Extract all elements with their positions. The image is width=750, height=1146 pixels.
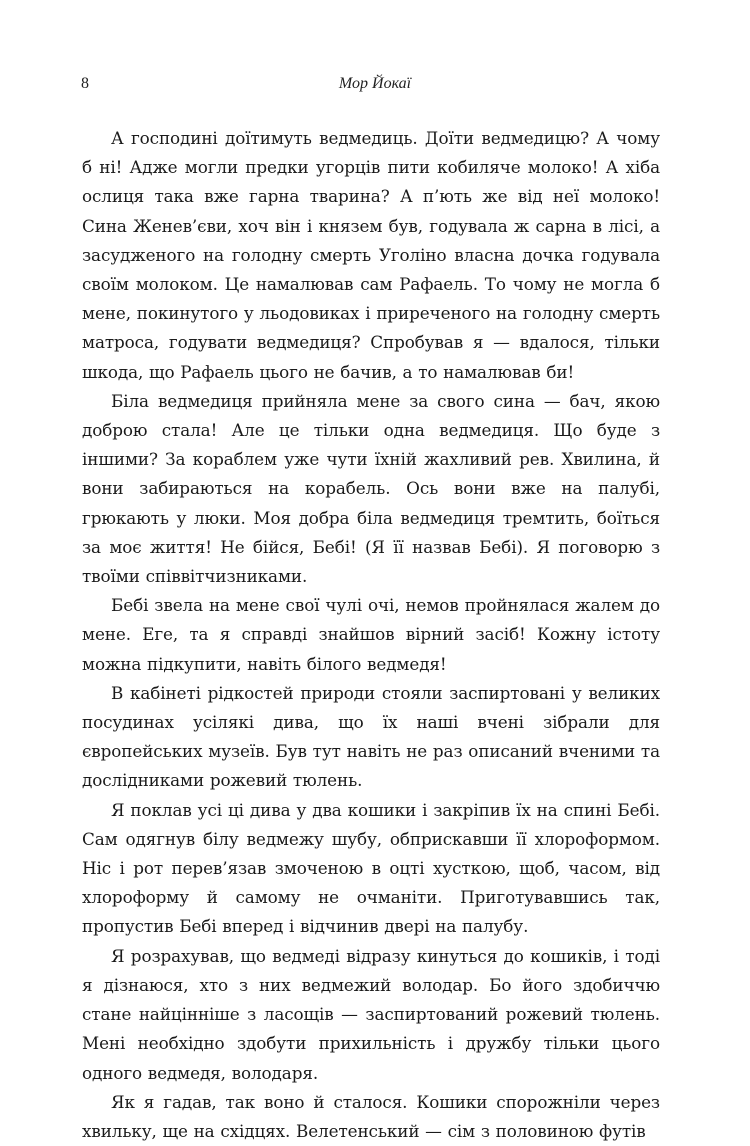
- paragraph: Біла ведмедиця прийняла мене за свого сина — бач, якою доброю стала! Але це тільки одна ведмедиця. Що буде з іншими? За кораблем уже чути їхній жахливий рев. Хвилина, й вони забираються на корабель. Ось вони вже на палубі, грюкають у люки. Моя добра біла ведмедиця тремтить, боїться за моє життя! Не бійся, Бебі! (Я її назвав Бебі). Я поговорю з твоїми співвітчизниками.: [82, 390, 660, 587]
- running-title: Мор Йокаї: [338, 75, 412, 92]
- paragraph: Бебі звела на мене свої чулі очі, немов пройнялася жалем до мене. Еге, та я справді знайшов вірний засіб! Кожну істоту можна підкупити, навіть білого ведмедя!: [82, 595, 660, 674]
- paragraph: А господині доїтимуть ведмедиць. Доїти ведмедицю? А чому б ні! Адже могли предки угорців пити кобиляче молоко! А хіба ослиця така вже гарна тварина? А п’ють же від неї молоко! Сина Женев’єви, хоч він і князем був, годувала ж сарна в лісі, а засудженого на голодну смерть Уголіно власна дочка годувала своїм молоком. Це намалював сам Рафаель. То чому не могла б мене, покинутого у льодовиках і приреченого на голодну смерть матроса, годувати ведмедиця? Спробував я — вдалося, тільки шкода, що Рафаель цього не бачив, а то намалював би!: [82, 128, 660, 382]
- paragraph: Я розрахував, що ведмеді відразу кинуться до кошиків, і тоді я дізнаюся, хто з них ведмежий володар. Бо його здобиччю стане найцінніше з ласощів — заспиртований рожевий тюлень. Мені необхідно здобути прихильність і дружбу тільки цього одного ведмедя, володаря.: [82, 945, 660, 1083]
- page-number: 8: [81, 75, 89, 92]
- body-text: [82, 124, 660, 1146]
- paragraph: Я поклав усі ці дива у два кошики і закріпив їх на спині Бебі. Сам одягнув білу ведмежу шубу, обприскавши її хлороформом. Ніс і рот перев’язав змоченою в оцті хусткою, щоб, часом, від хлороформу й самому не очманіти. Приготувавшись так, пропустив Бебі вперед і відчинив двері на палубу.: [82, 799, 660, 937]
- paragraph: В кабінеті рідкостей природи стояли заспиртовані у великих посудинах усілякі дива, що їх наші вчені зібрали для європейських музеїв. Був тут навіть не раз описаний вченими та дослідниками рожевий тюлень.: [82, 682, 660, 791]
- paragraph: Як я гадав, так воно й сталося. Кошики спорожніли через хвильку, ще на східцях. Велетенський — сім з половиною футів: [82, 1091, 660, 1141]
